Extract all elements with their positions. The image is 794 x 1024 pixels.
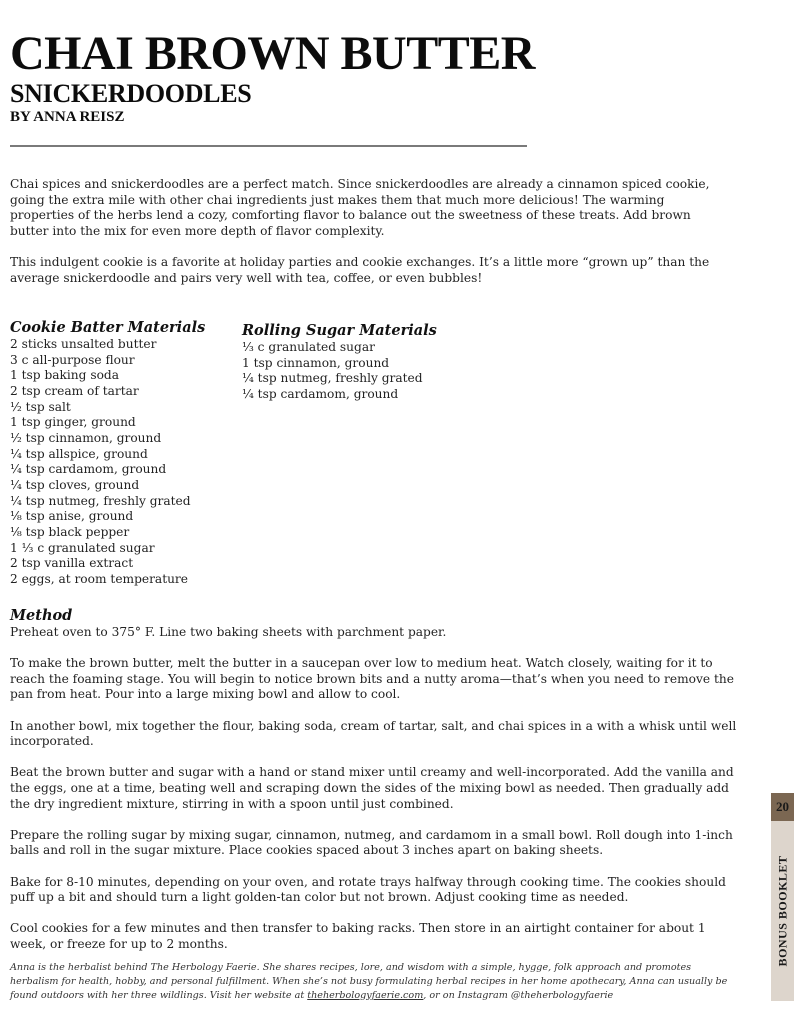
intro-paragraph: Chai spices and snickerdoodles are a perfect match. Since snickerdoodles are already a cinnamon spiced cookie, going the extra mile with other chai ingredients just makes them that much more delicious! The warming properties of the herbs lend a cozy, comforting flavor to balance out the sweetness of these treats. Add brown butter into the mix for even more depth of flavor complexity. [10, 177, 710, 238]
ingredient-item: 3 c all-purpose flour [10, 352, 135, 367]
rolling-sugar-list [242, 340, 462, 403]
intro-paragraph: This indulgent cookie is a favorite at holiday parties and cookie exchanges. It’s a little more “grown up” than the average snickerdoodle and pairs very well with tea, coffee, or even bubbles! [10, 254, 710, 285]
ingredient-item: ¼ tsp nutmeg, freshly grated [10, 493, 191, 508]
method-step: Prepare the rolling sugar by mixing sugar, cinnamon, nutmeg, and cardamom in a small bowl. Roll dough into 1-inch balls and roll in the sugar mixture. Place cookies spaced about 3 inches apart on baking sheets. [10, 827, 733, 858]
website-link[interactable]: theherbologyfaerie.com [307, 990, 424, 1001]
ingredient-item: 2 sticks unsalted butter [10, 337, 157, 351]
ingredient-item: ⅛ tsp black pepper [10, 524, 130, 539]
method-heading: Method [10, 607, 73, 624]
ingredient-item: 1 ⅓ c granulated sugar [10, 540, 155, 555]
method-step: In another bowl, mix together the flour, baking soda, cream of tartar, salt, and chai spices in a with a whisk until well incorporated. [10, 718, 737, 749]
ingredient-item: 1 tsp baking soda [10, 368, 119, 383]
ingredient-item: 1 tsp cinnamon, ground [242, 355, 390, 370]
method-steps [10, 625, 738, 952]
method-step: To make the brown butter, melt the butter in a saucepan over low to medium heat. Watch closely, waiting for it to reach the foaming stage. You will begin to notice brown bits and a nutty aroma—that’s when you need to remove the pan from heat. Pour into a large mixing bowl and allow to cool. [10, 656, 734, 702]
bio-text-end: , or on Instagram @theherbologyfaerie [423, 990, 614, 1001]
intro-section [10, 177, 730, 286]
ingredient-item: 2 tsp cream of tartar [10, 383, 139, 398]
ingredient-item: ¼ tsp cloves, ground [10, 477, 140, 492]
ingredient-item: ⅓ c granulated sugar [242, 340, 375, 354]
header-divider [10, 145, 527, 147]
method-step: Cool cookies for a few minutes and then transfer to baking racks. Then store in an airtight container for about 1 week, or freeze for up to 2 months. [10, 921, 706, 951]
ingredient-item: ¼ tsp cardamom, ground [10, 462, 167, 477]
section-tab-label: BONUS BOOKLET [775, 855, 789, 967]
ingredient-item: 2 eggs, at room temperature [10, 571, 188, 586]
cookie-batter-list [10, 337, 230, 588]
author-bio [10, 961, 730, 1003]
page-number: 20 [771, 793, 794, 821]
rolling-sugar-materials [242, 322, 462, 403]
ingredient-item: 1 tsp ginger, ground [10, 415, 136, 430]
method-section [10, 607, 738, 952]
ingredient-item: ⅛ tsp anise, ground [10, 509, 134, 524]
method-step: Preheat oven to 375° F. Line two baking sheets with parchment paper. [10, 625, 447, 639]
rolling-sugar-heading: Rolling Sugar Materials [242, 322, 437, 339]
author-byline: BY ANNA REISZ [10, 109, 125, 125]
ingredient-item: ½ tsp cinnamon, ground [10, 430, 162, 445]
method-step: Beat the brown butter and sugar with a hand or stand mixer until creamy and well-incorporated. Add the vanilla and the eggs, one at a time, beating well and scraping down the sides of the mixing bowl as needed. Then gradually add the dry ingredient mixture, stirring in with a spoon until just combined. [10, 765, 734, 811]
ingredient-item: ¼ tsp nutmeg, freshly grated [242, 371, 423, 386]
method-step: Bake for 8-10 minutes, depending on your oven, and rotate trays halfway through cooking time. The cookies should puff up a bit and should turn a light golden-tan color but not brown. Adjust cooking time as needed. [10, 874, 726, 905]
ingredient-item: ½ tsp salt [10, 399, 71, 414]
section-tab [771, 821, 794, 1001]
cookie-batter-heading: Cookie Batter Materials [10, 319, 206, 336]
recipe-subtitle: SNICKERDOODLES [10, 79, 252, 108]
ingredient-item: 2 tsp vanilla extract [10, 556, 134, 571]
ingredient-item: ¼ tsp allspice, ground [10, 446, 148, 461]
bio-text: Anna is the herbalist behind The Herbology Faerie. She shares recipes, lore, and wisdom with a simple, hygge, folk approach and promotes herbalism for health, hobby, and personal fulfillment. When she’s not busy formulating herbal recipes in her home apothecary, Anna can usually be found outdoors with her three wildlings. Visit her website at [10, 962, 728, 1001]
recipe-title: CHAI BROWN BUTTER [10, 27, 535, 80]
ingredient-item: ¼ tsp cardamom, ground [242, 386, 399, 401]
cookie-batter-materials [10, 319, 230, 588]
